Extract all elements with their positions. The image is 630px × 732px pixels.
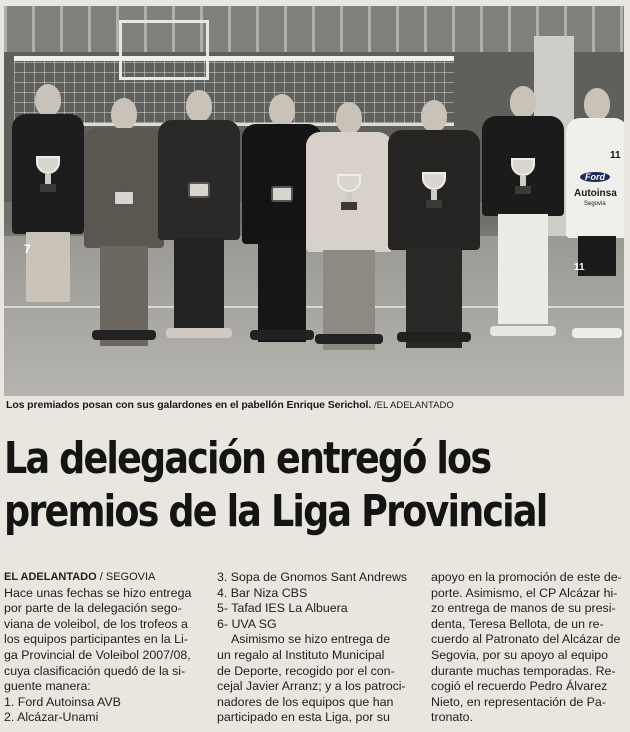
text-line: viana de voleibol, de los trofeos a	[4, 616, 188, 631]
person-head	[584, 88, 610, 120]
person-legs	[174, 238, 223, 338]
text-line: denta, Teresa Bellota, de un re-	[431, 616, 604, 631]
person-7	[482, 86, 564, 348]
text-line: Segovia, por su apoyo al equipo	[431, 647, 609, 662]
jersey-number: 7	[24, 242, 31, 256]
person-head	[421, 100, 447, 132]
text-line: cuya clasificación quedó de la si-	[4, 663, 186, 678]
text-line: porte. Asimismo, el CP Alcázar hi-	[431, 585, 618, 600]
jersey-brand-logo: Ford	[580, 172, 610, 182]
article-column-3	[431, 570, 627, 726]
person-shoes	[315, 334, 384, 344]
photo-credit: /EL ADELANTADO	[373, 400, 454, 411]
person-head	[186, 90, 212, 122]
person-shoes	[250, 330, 314, 340]
headline	[4, 432, 547, 538]
person-head	[510, 86, 536, 118]
text-line: cogió el recuerdo Pedro Álvarez	[431, 679, 608, 694]
photo-caption	[6, 399, 624, 415]
byline-location: SEGOVIA	[105, 571, 156, 583]
person-shoes	[572, 328, 622, 338]
text-line: zo entrega de manos de su presi-	[431, 601, 616, 616]
person-body	[158, 120, 240, 240]
text-line: ga Provincial de Voleibol 2007/08,	[4, 647, 191, 662]
ranking-item: 4. Bar Niza CBS	[217, 585, 308, 600]
text-line: apoyo en la promoción de este de-	[431, 570, 622, 584]
trophy-icon	[511, 158, 535, 198]
ranking-item: 5- Tafad IES La Albuera	[217, 601, 348, 616]
caption-text: Los premiados posan con sus galardones en el pabellón Enrique Serichol.	[6, 399, 372, 411]
plaque-icon	[271, 186, 293, 202]
text-line: por parte de la delegación sego-	[4, 601, 182, 616]
person-legs	[258, 242, 306, 342]
byline-source: EL ADELANTADO	[4, 571, 97, 583]
person-5	[306, 102, 392, 347]
shorts-number: 11	[574, 262, 585, 273]
ranking-item: 2. Alcázar-Unami	[4, 710, 99, 725]
trophy-icon	[337, 174, 361, 214]
byline	[4, 570, 202, 586]
person-3	[158, 90, 240, 345]
person-6	[388, 100, 480, 345]
team-photo	[4, 6, 624, 396]
person-head	[35, 84, 61, 116]
text-line: tronato.	[431, 710, 474, 725]
person-head	[336, 102, 362, 134]
person-shoes	[490, 326, 556, 336]
text-line: cuerdo al Patronato del Alcázar de	[431, 632, 621, 647]
text-line: Hace unas fechas se hizo entrega	[4, 585, 192, 600]
text-line: participado en esta Liga, por su	[217, 710, 390, 725]
article-column-2	[217, 570, 417, 726]
text-line: Nieto, en representación de Pa-	[431, 694, 606, 709]
text-line: los equipos participantes en la Li-	[4, 632, 188, 647]
gym-ceiling	[4, 6, 624, 52]
jersey-sponsor: Autoinsa	[574, 188, 617, 199]
headline-line-1: La delegación entregó los	[4, 433, 491, 484]
ranking-item: 6- UVA SG	[217, 616, 277, 631]
plaque-icon	[188, 182, 210, 198]
person-shoes	[397, 332, 471, 342]
text-line: cejal Javier Arranz; y a los patroci-	[217, 679, 406, 694]
trophy-icon	[36, 156, 60, 196]
byline-separator: /	[96, 571, 106, 583]
person-head	[269, 94, 295, 126]
text-line: un regalo al Instituto Municipal	[217, 647, 385, 662]
person-shoes	[166, 328, 232, 338]
ranking-item: 1. Ford Autoinsa AVB	[4, 694, 121, 709]
person-1	[12, 84, 84, 344]
text-line: Asimismo se hizo entrega de	[231, 632, 391, 647]
jersey-number: 11	[610, 150, 621, 161]
text-line: nadores de los equipos que han	[217, 694, 394, 709]
text-line: durante muchas temporadas. Re-	[431, 663, 616, 678]
plaque-icon	[113, 190, 135, 206]
person-body	[84, 128, 164, 248]
person-shoes	[92, 330, 156, 340]
article-column-1	[4, 570, 202, 726]
text-line: guente manera:	[4, 679, 91, 694]
headline-line-2: premios de la Liga Provincial	[4, 486, 547, 537]
person-head	[111, 98, 137, 130]
person-legs	[498, 214, 547, 324]
ranking-item: 3. Sopa de Gnomos Sant Andrews	[217, 570, 408, 584]
person-8	[566, 88, 624, 350]
person-2	[84, 98, 164, 348]
trophy-icon	[422, 172, 446, 212]
jersey-city: Segovia	[584, 201, 606, 207]
person-legs	[26, 232, 69, 302]
text-line: de Deporte, recogido por el con-	[217, 663, 395, 678]
